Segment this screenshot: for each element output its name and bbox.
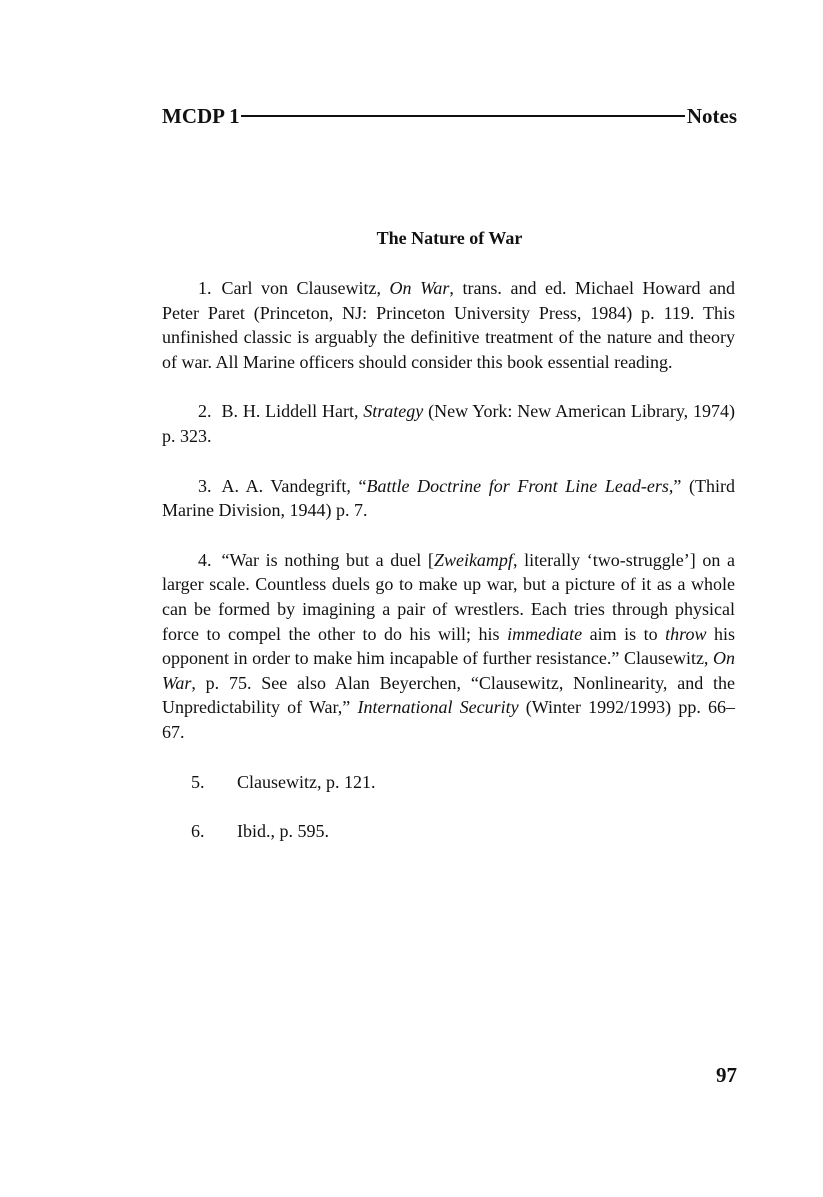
note-italic-text: Strategy <box>363 401 424 422</box>
note-italic-text: Battle Doctrine for Front Line Lead-ers <box>366 475 669 496</box>
note-italic-text: throw <box>665 623 707 644</box>
note-text: , p. 75. See also Alan Beyerchen, “Clausewitz, Nonlinearity, and the Unpredictability of War,” <box>162 672 735 718</box>
note-text: , literally ‘two-struggle’] on a larger scale. Countless duels go to make up war, but a picture of it as a whole can be formed by imagining a pair of wrestlers. Each tries through physical force to compel the other to do his will; his <box>162 549 735 644</box>
note-italic-text: immediate <box>507 623 583 644</box>
note-italic-text: On War <box>162 648 735 693</box>
header-rule <box>241 115 685 117</box>
note-text: , trans. and ed. Michael Howard and Peter Paret (Princeton, NJ: Princeton University Press, 1984) p. 119. This unfinished classic is arguably the definitive treatment of the nature and theory of war. All Marine officers should consider this book essential reading. <box>162 278 735 372</box>
note-number: 4. <box>198 549 212 570</box>
header-section: Notes <box>686 103 737 128</box>
note-text: Ibid., p. 595. <box>237 821 329 842</box>
note-text: Clausewitz, p. 121. <box>237 771 376 792</box>
note-5 <box>162 770 735 795</box>
note-number: 6. <box>191 821 205 842</box>
note-text: B. H. Liddell Hart, <box>221 401 364 422</box>
notes-list <box>162 276 735 869</box>
note-2 <box>162 399 735 448</box>
note-italic-text: On War <box>389 278 450 298</box>
note-text: his opponent in order to make him incapable of further resistance.” Clausewitz, <box>162 623 735 669</box>
page-number: 97 <box>716 1063 737 1087</box>
note-number: 1. <box>198 278 212 298</box>
note-1 <box>162 276 735 374</box>
note-number: 2. <box>198 401 212 422</box>
note-text: “War is nothing but a duel [ <box>221 549 434 570</box>
note-text: ,” (Third Marine Division, 1944) p. 7. <box>162 475 735 521</box>
note-italic-text: International Security <box>357 697 519 718</box>
header-doc-id: MCDP 1 <box>162 103 240 128</box>
note-text: Carl von Clausewitz, <box>221 278 390 298</box>
note-number: 3. <box>198 475 212 496</box>
note-number: 5. <box>191 771 205 792</box>
section-title: The Nature of War <box>376 228 523 248</box>
running-header <box>162 102 737 130</box>
note-text: (Winter 1992/1993) pp. 66–67. <box>162 697 736 742</box>
note-text: A. A. Vandegrift, “ <box>221 475 367 496</box>
note-italic-text: Zweikampf <box>433 549 513 570</box>
note-4 <box>162 548 735 745</box>
note-text: aim is to <box>582 623 666 644</box>
note-text: (New York: New American Library, 1974) p. 323. <box>162 401 735 446</box>
note-6 <box>162 819 735 844</box>
note-3 <box>162 474 735 523</box>
